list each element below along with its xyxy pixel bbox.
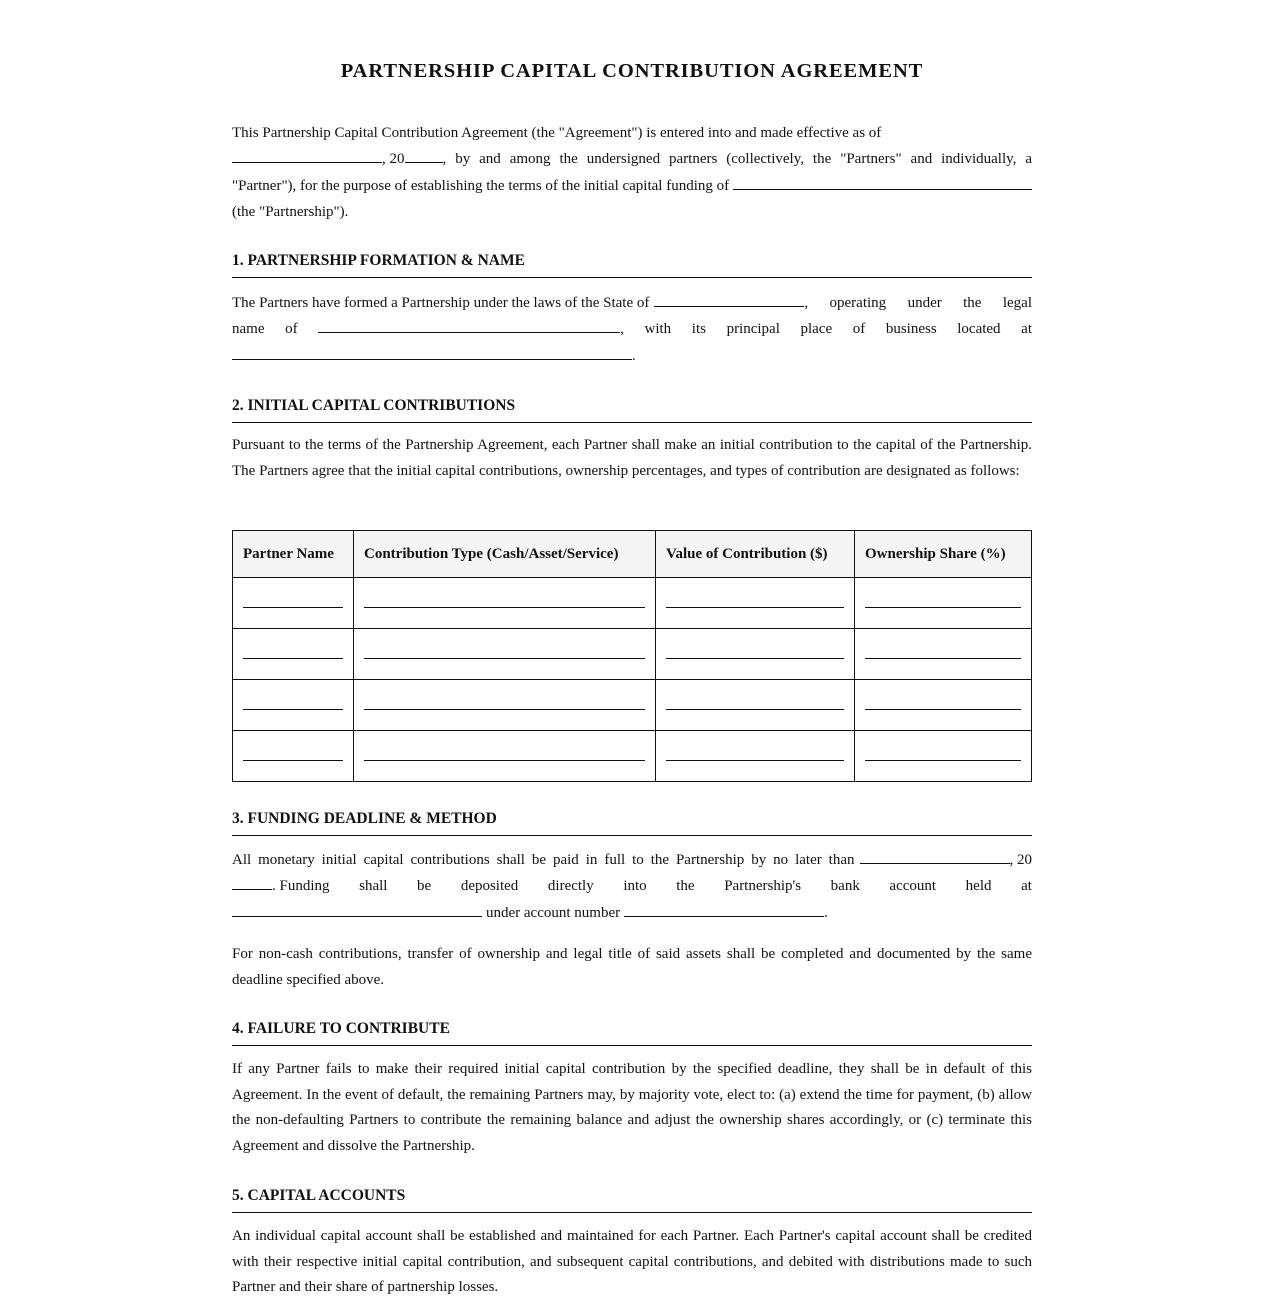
ownership-share-cell[interactable] bbox=[855, 629, 1032, 680]
contribution-value-cell[interactable] bbox=[656, 680, 855, 731]
document-title: PARTNERSHIP CAPITAL CONTRIBUTION AGREEMENT bbox=[340, 60, 924, 82]
section-3-heading: 3. FUNDING DEADLINE & METHOD bbox=[232, 810, 1032, 836]
contribution-value-cell[interactable] bbox=[656, 731, 855, 782]
section-2-paragraph: Pursuant to the terms of the Partnership Agreement, each Partner shall make an initial contribution to the capital of the Partnership. The Partners agree that the initial capital contributions, ownership percentages, and types of contribution are designated as follows: bbox=[232, 437, 1032, 479]
table-row bbox=[233, 731, 1032, 782]
section-1-paragraph: The Partners have formed a Partnership under the laws of the State of , operating under the legal name of , with its principal place of business located at . bbox=[232, 290, 1032, 369]
contribution-type-cell[interactable] bbox=[354, 578, 656, 629]
ownership-share-cell[interactable] bbox=[855, 578, 1032, 629]
deadline-date-blank[interactable] bbox=[860, 849, 1010, 864]
bank-name-blank[interactable] bbox=[232, 902, 482, 917]
section-4-heading: 4. FAILURE TO CONTRIBUTE bbox=[232, 1020, 1032, 1046]
intro-paragraph bbox=[232, 120, 1032, 225]
column-header: Contribution Type (Cash/Asset/Service) bbox=[354, 531, 656, 578]
intro-line-3: "Partner"), for the purpose of establishing the terms of the initial capital funding of bbox=[232, 173, 1032, 199]
ownership-share-cell[interactable] bbox=[855, 680, 1032, 731]
contribution-type-cell[interactable] bbox=[354, 680, 656, 731]
column-header: Value of Contribution ($) bbox=[656, 531, 855, 578]
contributions-table bbox=[232, 530, 1032, 782]
legal-name-blank[interactable] bbox=[318, 318, 620, 333]
section-5-paragraph: An individual capital account shall be established and maintained for each Partner. Each Partner's capital account shall be credited with their respective initial capital contribution, and subsequent capital contributions, and debited with distributions made to such Partner and their share of partnership losses. bbox=[232, 1228, 1032, 1296]
ownership-share-cell[interactable] bbox=[855, 731, 1032, 782]
effective-year-blank[interactable] bbox=[405, 148, 443, 163]
deadline-year-blank[interactable] bbox=[232, 875, 272, 890]
state-blank[interactable] bbox=[654, 292, 804, 307]
contribution-value-cell[interactable] bbox=[656, 629, 855, 680]
contribution-type-cell[interactable] bbox=[354, 731, 656, 782]
intro-line-4: (the "Partnership"). bbox=[232, 203, 349, 220]
section-1-heading: 1. PARTNERSHIP FORMATION & NAME bbox=[232, 252, 1032, 278]
partner-name-cell[interactable] bbox=[233, 731, 354, 782]
section-5-heading: 5. CAPITAL ACCOUNTS bbox=[232, 1187, 1032, 1213]
column-header: Partner Name bbox=[233, 531, 354, 578]
intro-line-1: This Partnership Capital Contribution Agreement (the "Agreement") is entered into and made effective as of bbox=[232, 125, 882, 141]
contribution-type-cell[interactable] bbox=[354, 629, 656, 680]
section-3-paragraph: All monetary initial capital contributions shall be paid in full to the Partnership by no later than , 20 . Funding shall be deposited directly into the Partnership's bank account held at under account number . bbox=[232, 847, 1032, 926]
contribution-value-cell[interactable] bbox=[656, 578, 855, 629]
intro-line-2: , 20 , by and among the undersigned partners (collectively, the "Partners" and individually, a bbox=[232, 146, 1032, 172]
partner-name-cell[interactable] bbox=[233, 680, 354, 731]
table-row bbox=[233, 578, 1032, 629]
partner-name-cell[interactable] bbox=[233, 629, 354, 680]
table-header-row bbox=[233, 531, 1032, 578]
section-4-paragraph: If any Partner fails to make their required initial capital contribution by the specified deadline, they shall be in default of this Agreement. In the event of default, the remaining Partners may, by majority vote, elect to: (a) extend the time for payment, (b) allow the non-defaulting Partners to contribute the remaining balance and adjust the ownership shares accordingly, or (c) terminate this Agreement and dissolve the Partnership. bbox=[232, 1061, 1032, 1155]
effective-date-blank[interactable] bbox=[232, 148, 382, 163]
section-3-noncash-paragraph: For non-cash contributions, transfer of ownership and legal title of said assets shall be completed and documented by the same deadline specified above. bbox=[232, 946, 1032, 988]
account-number-blank[interactable] bbox=[624, 902, 824, 917]
section-2-heading: 2. INITIAL CAPITAL CONTRIBUTIONS bbox=[232, 397, 1032, 423]
column-header: Ownership Share (%) bbox=[855, 531, 1032, 578]
table-row bbox=[233, 680, 1032, 731]
business-address-blank[interactable] bbox=[232, 345, 632, 360]
partnership-name-blank[interactable] bbox=[733, 175, 1032, 190]
partner-name-cell[interactable] bbox=[233, 578, 354, 629]
table-row bbox=[233, 629, 1032, 680]
